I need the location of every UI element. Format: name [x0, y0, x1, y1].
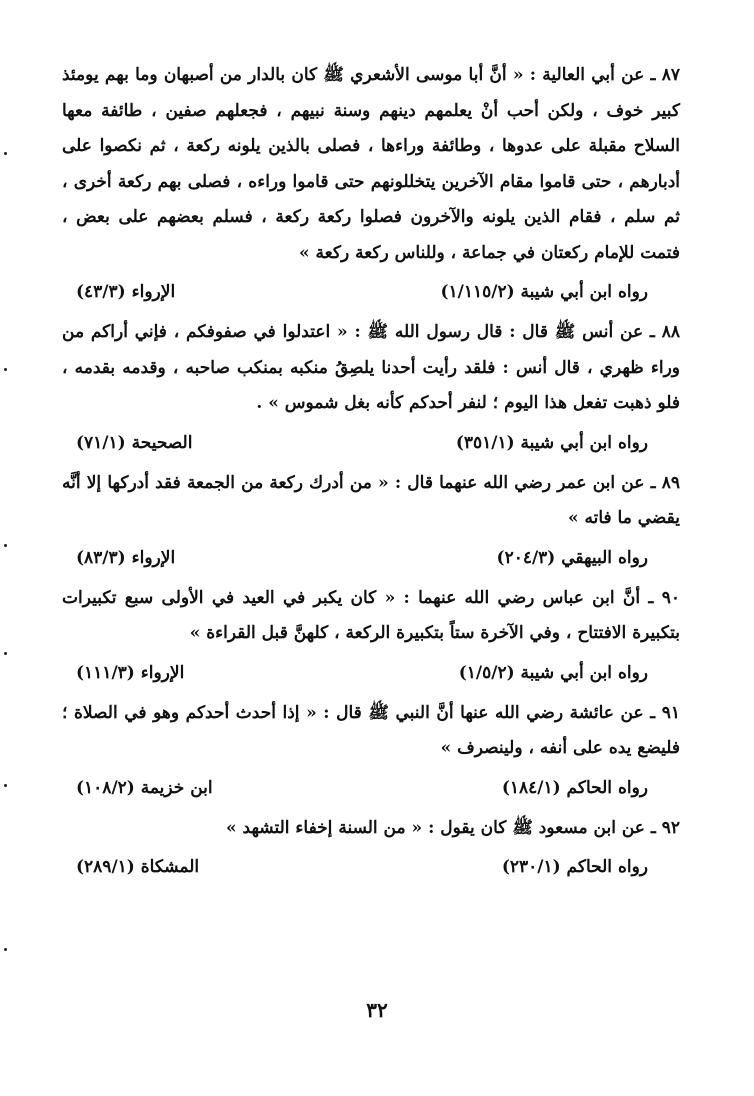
- source-secondary: الإرواء (٨٣/٣): [76, 547, 176, 568]
- source-secondary: ابن خزيمة (١٠٨/٢): [76, 777, 213, 798]
- hadith-91: [62, 696, 680, 767]
- source-secondary: المشكاة (٢٨٩/١): [76, 857, 200, 877]
- hadith-source-row: [62, 852, 680, 882]
- hadith-87: [62, 58, 680, 271]
- hadith-92: [62, 811, 680, 847]
- source-secondary: الإرواء (١١١/٣): [76, 662, 185, 683]
- source-secondary: الإرواء (٤٣/٣): [76, 282, 176, 302]
- margin-dot: [4, 544, 7, 547]
- hadith-text: ٨٨ ـ عن أنس ﷺ قال : قال رسول الله ﷺ : « اعتدلوا في صفوفكم ، فإني أراكم من وراء ظهري ، قال أنس : فلقد رأيت أحدنا يلصِقُ منكبه بمنكب صاحبه ، وقدمه بقدمه ، فلو ذهبت تفعل هذا اليوم ؛ لنفر أحدكم كأنه بغل شموس » .: [62, 322, 680, 413]
- hadith-text: ٩٠ ـ أنَّ ابن عباس رضي الله عنهما : « كان يكبر في العيد في الأولى سبع تكبيرات بتكبيرة الافتتاح ، وفي الآخرة ستاً بتكبيرة الركعة ، كلهنَّ قبل القراءة »: [62, 587, 680, 643]
- source-secondary: الصحيحة (٧١/١): [76, 432, 193, 453]
- source-primary: رواه الحاكم (١٨٤/١): [501, 777, 648, 798]
- margin-dot: [4, 784, 7, 787]
- source-primary: رواه ابن أبي شيبة (١/٥/٢): [458, 662, 648, 683]
- hadith-source-row: [62, 277, 680, 307]
- hadith-text: ٩٢ ـ عن ابن مسعود ﷺ كان يقول : « من السنة إخفاء التشهد »: [225, 817, 680, 838]
- hadith-source-row: [62, 428, 680, 458]
- margin-dot: [4, 652, 7, 655]
- margin-dot: [4, 368, 7, 371]
- source-primary: رواه الحاكم (٢٣٠/١): [501, 857, 648, 877]
- hadith-90: [62, 581, 680, 652]
- source-primary: رواه البيهقي (٢٠٤/٣): [496, 547, 648, 568]
- hadith-89: [62, 466, 680, 537]
- page-body: [62, 58, 680, 890]
- hadith-text: ٨٩ ـ عن ابن عمر رضي الله عنهما قال : « من أدرك ركعة من الجمعة فقد أدركها إلا أنَّه يقضي ما فاته »: [62, 472, 680, 528]
- margin-dot: [4, 152, 7, 155]
- margin-dot: [4, 948, 7, 951]
- source-primary: رواه ابن أبي شيبة (١/١١٥/٢): [440, 282, 648, 302]
- hadith-text: ٨٧ ـ عن أبي العالية : « أنَّ أبا موسى الأشعري ﷺ كان بالدار من أصبهان وما بهم يومئذ كبير خوف ، ولكن أحب أنْ يعلمهم دينهم وسنة نبيهم ، فجعلهم صفين ، طائفة معها السلاح مقبلة على عدوها ، وطائفة وراءها ، فصلى بالذين يلونه ركعة ، ثم نكصوا على أدبارهم ، حتى قاموا مقام الآخرين يتخللونهم حتى قاموا وراءه ، فصلى بهم ركعة أخرى ، ثم سلم ، فقام الذين يلونه والآخرون فصلوا ركعة ركعة ، فسلم بعضهم على بعض ، فتمت للإمام ركعتان في جماعة ، وللناس ركعة ركعة »: [62, 65, 680, 263]
- source-primary: رواه ابن أبي شيبة (٣٥١/١): [455, 432, 648, 453]
- hadith-text: ٩١ ـ عن عائشة رضي الله عنها أنَّ النبي ﷺ قال : « إذا أحدث أحدكم وهو في الصلاة ؛ فليضع يده على أنفه ، ولينصرف »: [62, 702, 680, 758]
- hadith-source-row: [62, 773, 680, 803]
- hadith-source-row: [62, 543, 680, 573]
- hadith-88: [62, 315, 680, 422]
- hadith-source-row: [62, 658, 680, 688]
- page-number: ٣٢: [366, 998, 388, 1022]
